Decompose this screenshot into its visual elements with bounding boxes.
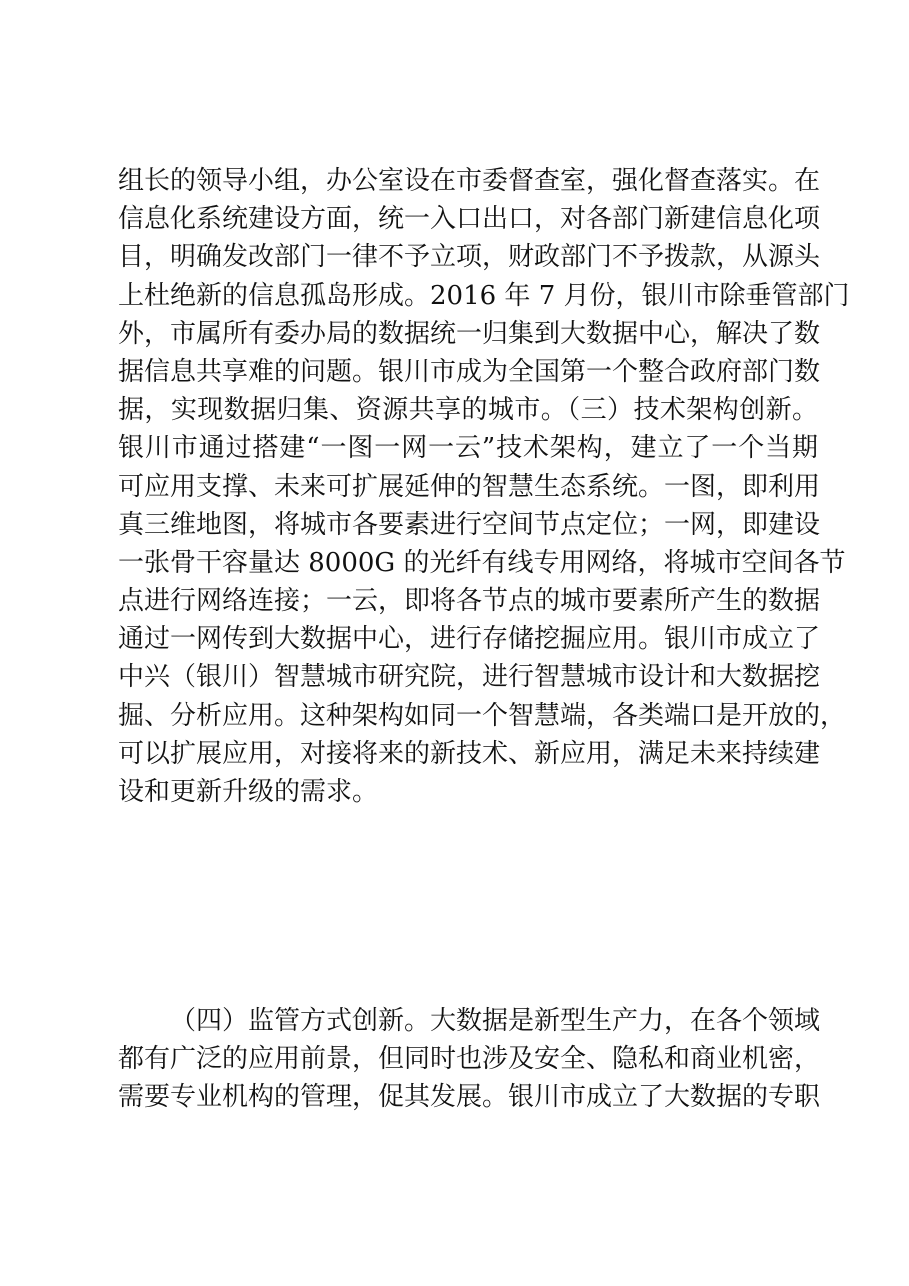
text-line: 点进行网络连接；一云，即将各节点的城市要素所产生的数据 [118, 586, 821, 617]
text-line: 都有广泛的应用前景，但同时也涉及安全、隐私和商业机密， [118, 1044, 821, 1074]
text-line: 可以扩展应用，对接将来的新技术、新应用，满足未来持续建 [118, 738, 821, 769]
text-line: 目，明确发改部门一律不予立项，财政部门不予拨款，从源头 [118, 242, 821, 273]
text-line: 设和更新升级的需求。 [118, 777, 379, 807]
text-line: 通过一网传到大数据中心，进行存储挖掘应用。银川市成立了 [118, 624, 821, 655]
text-line: 中兴（银川）智慧城市研究院，进行智慧城市设计和大数据挖 [118, 662, 821, 693]
text-line: 一张骨干容量达 8000G 的光纤有线专用网络，将城市空间各节 [118, 547, 846, 578]
text-line: 组长的领导小组，办公室设在市委督查室，强化督查落实。在 [118, 166, 821, 196]
text-line: 信息化系统建设方面，统一入口出口，对各部门新建信息化项 [118, 204, 821, 235]
text-line: 需要专业机构的管理，促其发展。银川市成立了大数据的专职 [118, 1082, 821, 1112]
text-line: 据，实现数据归集、资源共享的城市。（三）技术架构创新。 [118, 395, 818, 426]
text-line: （四）监管方式创新。大数据是新型生产力，在各个领域 [170, 1006, 821, 1036]
text-line: 掘、分析应用。这种架构如同一个智慧端，各类端口是开放的， [118, 700, 847, 731]
text-line: 据信息共享难的问题。银川市成为全国第一个整合政府部门数 [118, 356, 821, 387]
paragraph-1 [118, 162, 850, 811]
paragraph-2 [118, 1002, 821, 1116]
text-line: 可应用支撑、未来可扩展延伸的智慧生态系统。一图，即利用 [118, 471, 821, 502]
text-line: 银川市通过搭建“一图一网一云”技术架构，建立了一个当期 [118, 433, 818, 464]
text-line: 外，市属所有委办局的数据统一归集到大数据中心，解决了数 [118, 318, 821, 349]
text-line: 真三维地图，将城市各要素进行空间节点定位；一网，即建设 [118, 509, 821, 540]
text-line: 上杜绝新的信息孤岛形成。2016 年 7 月份，银川市除垂管部门 [118, 280, 850, 311]
